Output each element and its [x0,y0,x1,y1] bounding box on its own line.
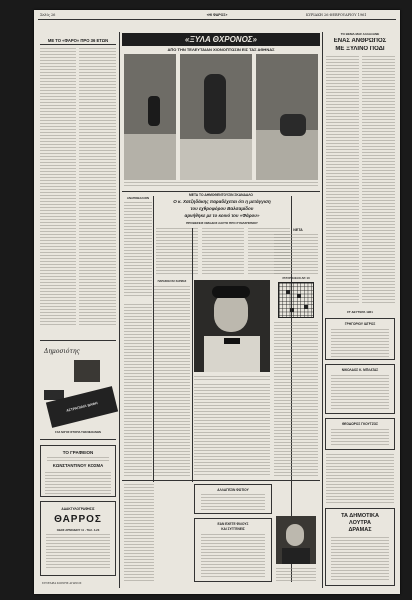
bottom-ad-2 [194,518,272,582]
right-ad-a-heading: ΓΡΗΓΟΡΙΟΥ ΙΑΤΡΟΣ [344,322,376,326]
printer-ad-body [46,534,110,570]
left-small-heading: ΑΝΑΠΟΒΑΛΛΟΝ [126,196,150,200]
right-kicker: ΤΟ ΘΕΜΑ ΜΑΣ ΑΛΛΑΞΑΝΕ [340,32,380,36]
page-number: Σελίς 26 [40,13,56,17]
column-divider [119,32,120,588]
right-small-title: ΣΤ ΔΕΥΤΕΡΑ 1961 [347,310,373,314]
portrait-caption [194,376,270,380]
snow-photo-2 [180,54,252,180]
printer-ad-line: ΟΔΟΣ ΑΡΜΟΔΙΟΥ 11 - ΤΗΛ. 4-23 [56,528,100,532]
divider [40,439,116,440]
center-kicker: ΜΕΤΑ ΤΟ ΔΗΜΟΘΕΝΤΟΥΣΙΝ ΣΚΑΝΔΑΛΟ [189,193,253,197]
right-center-text [274,234,318,274]
baths-ad-body [331,537,389,581]
left-small-text [124,202,152,298]
bottom-ad-1-heading: ΑΛΛΑΓΕΣΙΝ ΦΩΤΙΟΥ [217,488,249,492]
baths-ad-line3: ΔΡΑΜΑΣ [348,527,372,533]
right-ad-b-heading: ΝΙΚΟΛΑΟΣ Κ. ΜΠΛΑΤΑΣ [341,368,379,372]
divider [122,480,320,481]
right-ad-c [325,418,395,450]
left-small-text-b [124,304,152,476]
bottom-portrait-caption [276,568,316,582]
ad-box-rotated: ΑΣΤΡΑΠΙΑΙΑ ΒΑΦΗ [46,386,118,428]
mid-small-heading: ΠΑΡΑΣΚΕΥΑΣ ΣΑΡΜΑΣ [157,280,187,283]
divider [122,191,320,192]
right-text-a [326,56,359,304]
printer-ad-kicker: ΑΔΑΚΤΥΛΟΓΡΑΦΗΣΙΣ [61,507,95,511]
right-text-b [362,56,395,304]
mid-small-text [154,286,190,476]
office-ad-body [45,472,111,494]
farewell-line: ΣΑΣ ΛΟΓΟΣ ΙΣΤΟΡΙΑ ΤΩΝ ΜΗΧΑΝΩΝ [55,431,101,434]
right-center-text-b [274,322,318,476]
office-ad-name: ΚΩΝΣΤΑΝΤΙΝΟΥ ΚΟΣΜΑ [52,463,104,468]
office-ad-kicker: ΤΟ ΓΡΑΦΕΙΟΝ [62,450,94,455]
bottom-ad-2-body [201,534,265,578]
headline-line1: Ο κ. Χατζηδάκης παραδέχεται ότι η μετάγγιση [173,199,271,204]
snow-photo-1 [124,54,176,180]
bottom-ad-1 [194,484,272,514]
crossword-caption: ΣΤΑΥΡΟΛΕΞΟ ΑΡ. 10 [282,276,310,280]
left-text-block-b [79,48,116,326]
divider [40,340,116,341]
crossword-title: ΝΕΤΑ [293,228,303,232]
right-ad-b [325,364,395,414]
crossword-grid [278,282,314,318]
right-ad-a-body [331,329,389,357]
right-ad-a [325,318,395,360]
right-ad-c-heading: ΘΕΟΔΩΡΟΣ ΓΚΟΥΤΖΟΣ [341,422,379,426]
left-text-block-a [40,48,76,326]
portrait-photo [194,280,270,372]
right-ad-c-body [331,429,389,447]
right-ad-b-body [331,375,389,411]
column-divider [322,32,323,588]
ad-image [74,360,100,382]
bottom-ad-1-body [201,494,265,512]
office-ad-text [47,457,109,461]
snow-photo-3 [256,54,318,180]
baths-ad-line1: ΤΑ ΔΗΜΟΤΙΚΑ [341,513,379,519]
column-divider [192,228,193,482]
baths-ad-line2: ΛΟΥΤΡΑ [349,520,371,526]
bottom-left-small-text [124,484,154,582]
office-ad [40,445,116,497]
masthead-rule [38,19,396,20]
bottom-ad-3-heading: ΚΑΙ ΣΥΓΓΕΝΕΙΣ [221,527,245,531]
center-text-b [202,228,244,274]
center-subhead: ΠΡΟΘΕΣΕΙΣ ΟΜΑΔΟΣ ΛΑΣΤΟ ΠΡΟ ΣΥΝΑΣΠΙΣΜΟΥ [186,221,258,225]
baths-ad [325,508,395,586]
banner-subtitle: ΑΠΟ ΤΗΝ ΤΕΛΕΥΤΑΙΑΝ ΧΙΟΝΟΠΤΩΣΙΝ ΕΙΣ ΤΑΣ ΑΘΗΝΑΣ [167,47,275,52]
masthead-title: «ΗΙ ΦΑΡΟΣ» [206,13,228,17]
right-heading-line2: ΜΕ ΞΥΛΙΝΟ ΠΟΔΙ [335,46,385,52]
right-ad-text [326,454,394,504]
right-heading-line1: ΕΝΑΣ ΑΝΘΡΩΠΟΣ [333,38,387,44]
left-column-heading: ΜΕ ΤΟ «ΦΑΡΟ» ΠΡΟ 36 ΕΤΩΝ [47,38,109,43]
photo-caption [124,182,318,188]
divider [40,44,116,45]
printer-ad-name: ΘΑΡΡΟΣ [54,514,102,525]
banner-title: «ΞΥΛΑ ΘΧΡΟΝΟΣ» [122,33,320,46]
masthead-date: ΚΥΡΙΑΚΗ 26 ΦΕΒΡΟΥΑΡΙΟΥ 1961 [306,13,367,17]
headline-line2: του εχθροφόρου Βαλσαμίδου [190,206,254,211]
center-text-d [194,384,270,476]
demosiotis-logo: Δημοσιότης [44,348,80,355]
column-divider [153,196,154,482]
headline-line3: αρνήθηκε με το κοινό του «Φάρου» [184,213,260,218]
printer-ad [40,501,116,576]
bottom-ad-2-heading: ΕΑΝ ΕΧΕΤΕ ΦΙΛΟΥΣ [217,522,249,526]
newspaper-page [34,10,400,594]
bottom-left-note: ΣΥΝΕΔΡΙΑ ΚΟΙΝΗΣ ΑΓΩΝΟΣ [42,582,82,585]
bottom-portrait-photo [276,516,316,564]
